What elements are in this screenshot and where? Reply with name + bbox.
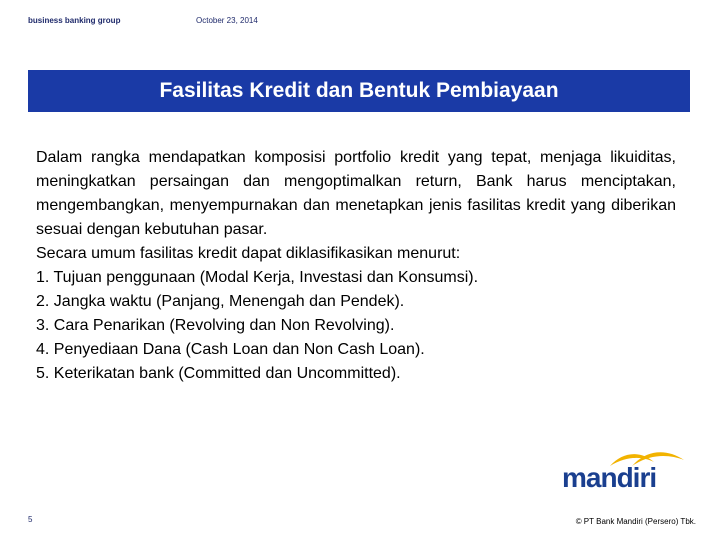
lead-line: Secara umum fasilitas kredit dapat diklasifikasikan menurut: — [36, 245, 461, 262]
group-label: business banking group — [28, 16, 121, 25]
logo-text: mandiri — [562, 462, 657, 493]
copyright-text: © PT Bank Mandiri (Persero) Tbk. — [575, 517, 696, 526]
list-item: 2. Jangka waktu (Panjang, Menengah dan Pendek). — [36, 293, 405, 310]
list-item: 1. Tujuan penggunaan (Modal Kerja, Investasi dan Konsumsi). — [36, 269, 479, 286]
page-number: 5 — [28, 515, 33, 524]
list-item: 5. Keterikatan bank (Committed dan Uncommitted). — [36, 365, 401, 382]
title-bar — [28, 70, 690, 112]
date-label: October 23, 2014 — [196, 16, 258, 25]
slide-title: Fasilitas Kredit dan Bentuk Pembiayaan — [159, 79, 559, 102]
list-item: 3. Cara Penarikan (Revolving dan Non Revolving). — [36, 317, 395, 334]
mandiri-logo — [562, 448, 692, 494]
intro-paragraph: Dalam rangka mendapatkan komposisi portfolio kredit yang tepat, menjaga likuiditas, meningkatkan persaingan dan mengoptimalkan return, Bank harus menciptakan, mengembangkan, menyempurnakan dan menetapkan jenis fasilitas kredit yang diberikan sesuai dengan kebutuhan pasar. — [36, 149, 676, 238]
body-text — [36, 146, 676, 386]
list-item: 4. Penyediaan Dana (Cash Loan dan Non Cash Loan). — [36, 341, 425, 358]
